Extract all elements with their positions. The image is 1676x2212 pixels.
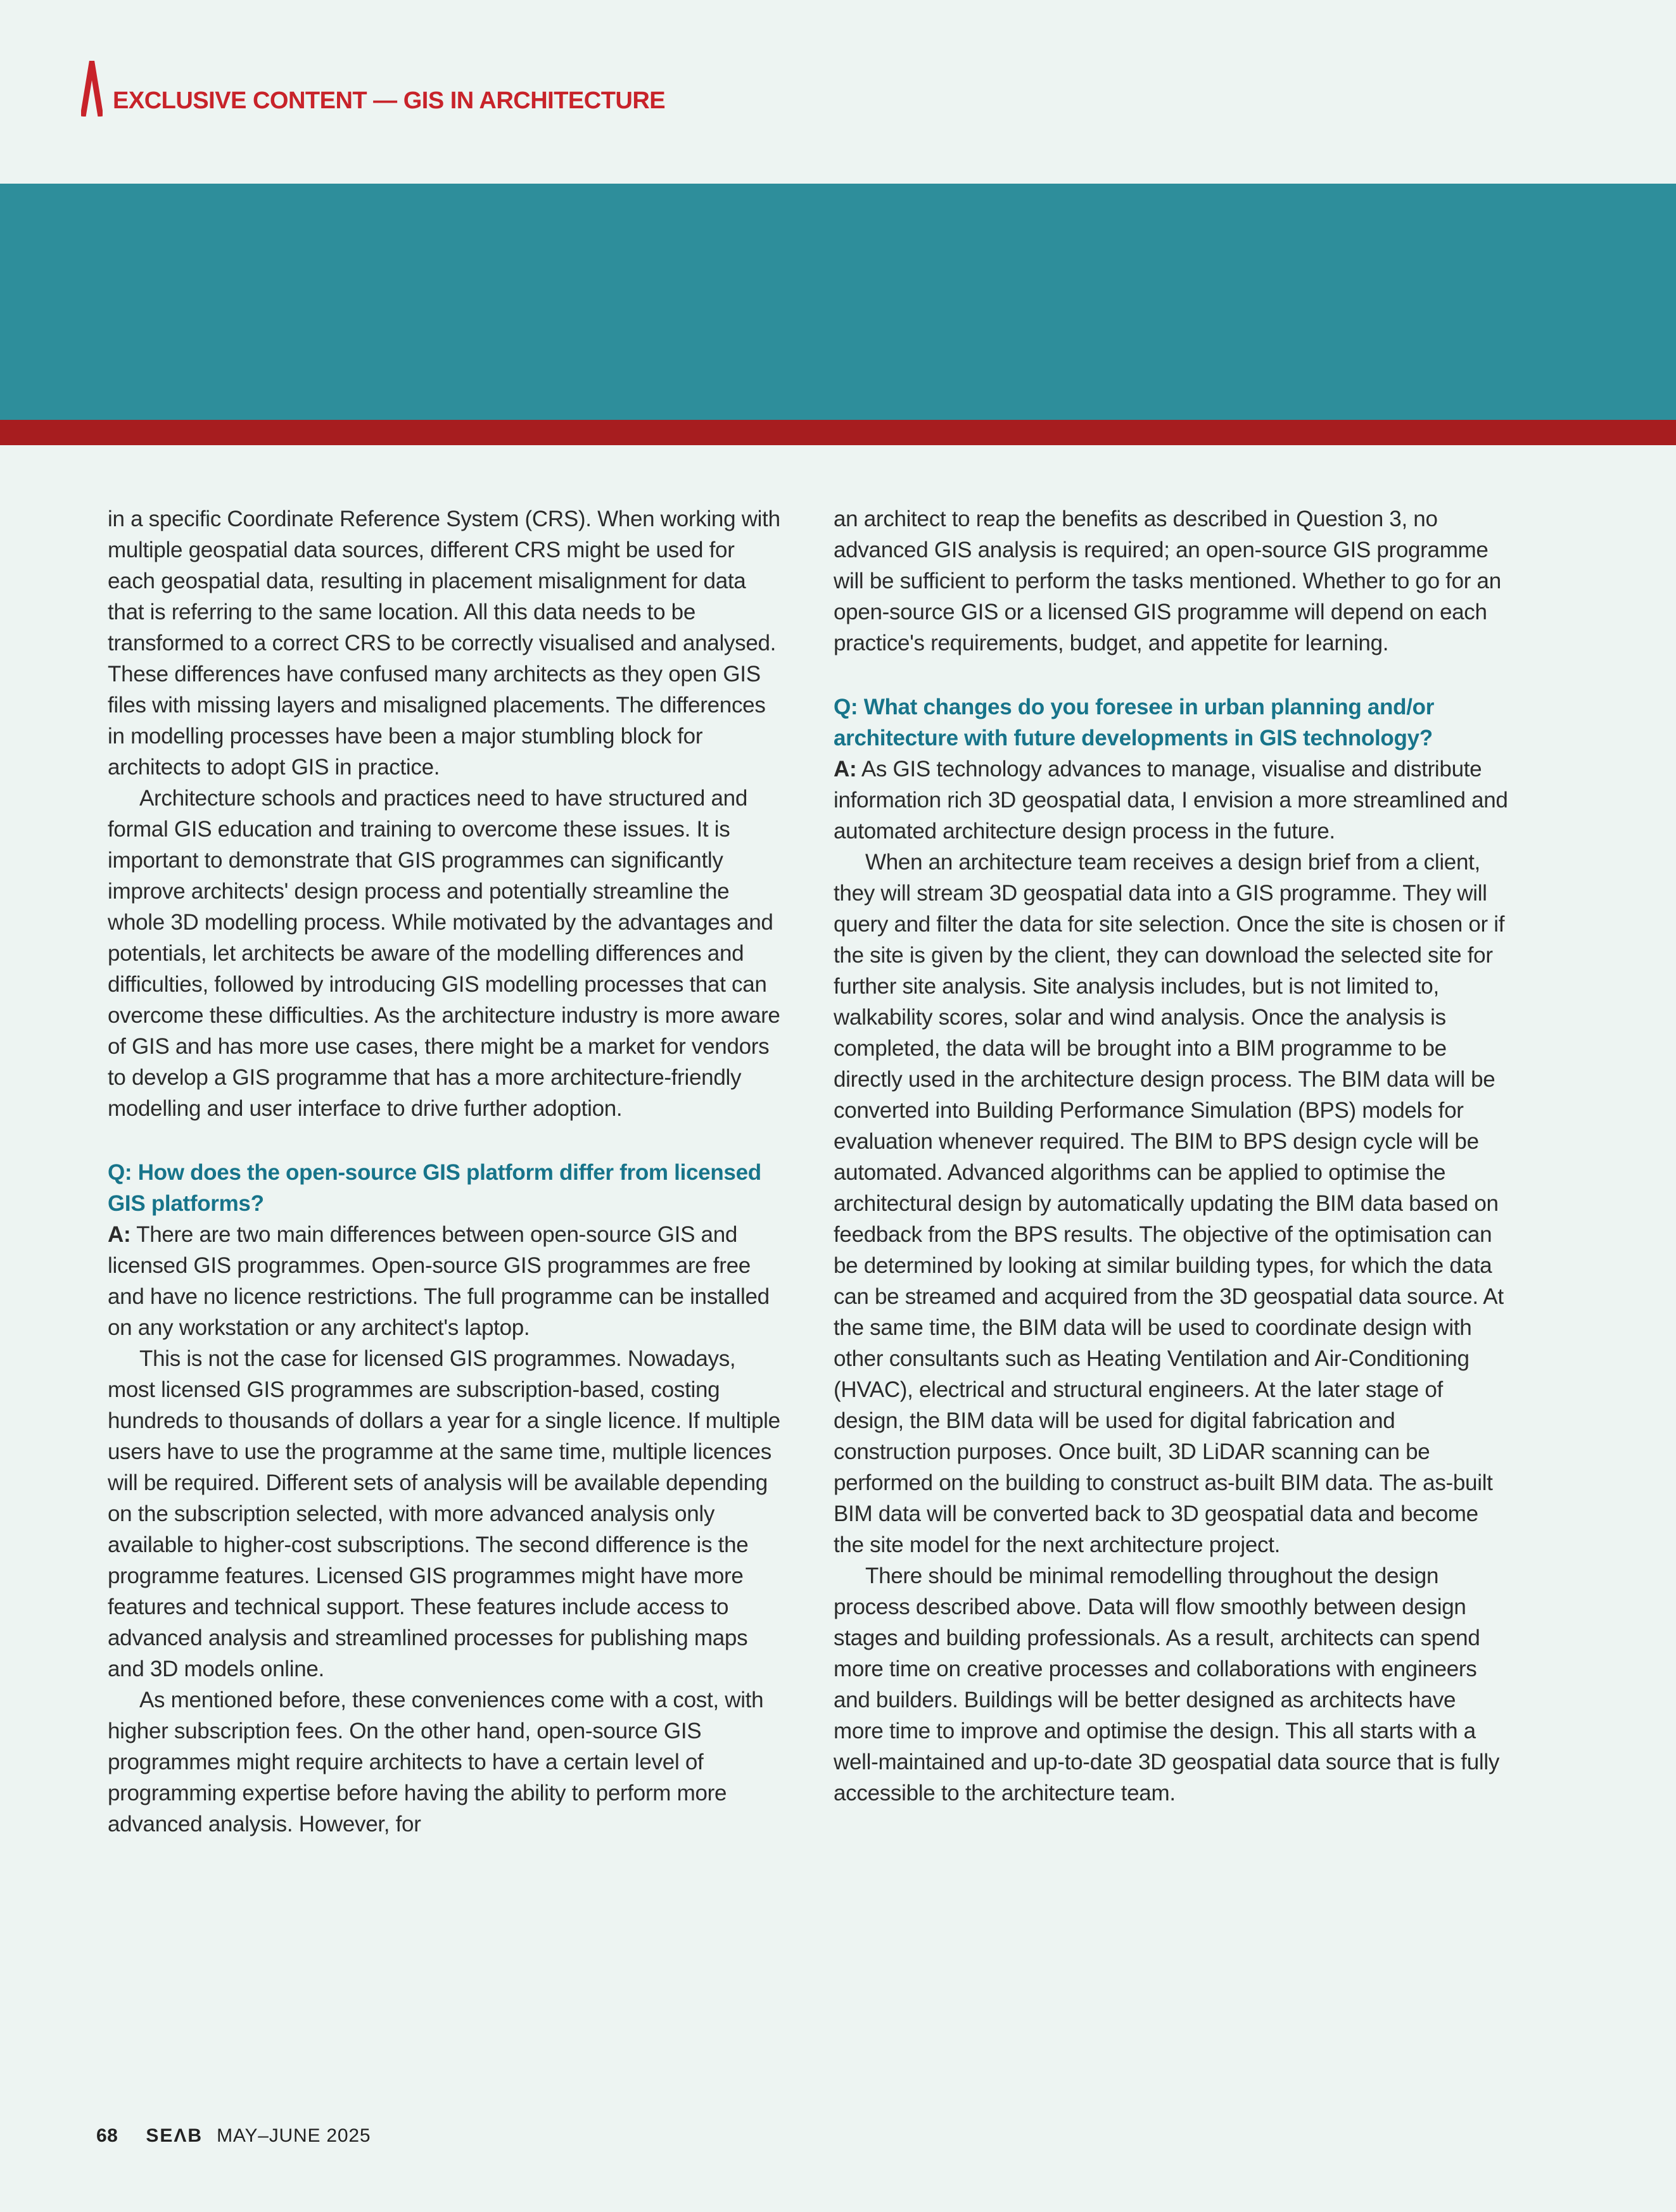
page-header [81, 61, 665, 117]
body-paragraph: This is not the case for licensed GIS programmes. Nowadays, most licensed GIS programmes are subscription-based, costing hundreds to thousands of dollars a year for a single licence. If multiple users have to use the programme at the same time, multiple licences will be required. Different sets of analysis will be available depending on the subscription selected, with more advanced analysis only available to higher-cost subscriptions. The second difference is the programme features. Licensed GIS programmes might have more features and technical support. These features include access to advanced analysis and streamlined processes for publishing maps and 3D models online. [108, 1346, 780, 1681]
magazine-logo: SEΛB [146, 2125, 203, 2146]
section-kicker: EXCLUSIVE CONTENT — GIS IN ARCHITECTURE [113, 87, 666, 114]
body-paragraph: As mentioned before, these conveniences come with a cost, with higher subscription fees. On the other hand, open-source GIS programmes might require architects to have a certain level of programming expertise before having the ability to perform more advanced analysis. However, for [108, 1688, 764, 1836]
answer-text: There are two main differences between open-source GIS and licensed GIS programmes. Open-source GIS programmes are free and have no licence restrictions. The full programme can be installed on any workstation or any architect's laptop. [108, 1222, 770, 1340]
answer-prefix: A: [108, 1222, 131, 1247]
question-heading: Q: How does the open-source GIS platform differ from licensed GIS platforms? [108, 1160, 761, 1216]
answer-paragraph [834, 754, 1509, 847]
answer-prefix: A: [834, 757, 857, 781]
right-column [834, 503, 1509, 1840]
hero-banner [0, 184, 1676, 420]
article-columns [108, 503, 1509, 1840]
left-column [108, 503, 783, 1840]
page-footer [96, 2125, 371, 2147]
answer-text: As GIS technology advances to manage, visualise and distribute information rich 3D geospatial data, I envision a more streamlined and automated architecture design process in the future. [834, 757, 1508, 844]
issue-date: MAY–JUNE 2025 [217, 2125, 371, 2146]
hero-accent-strip [0, 420, 1676, 445]
body-paragraph: in a specific Coordinate Reference System (CRS). When working with multiple geospatial data sources, different CRS might be used for each geospatial data, resulting in placement misalignment for data that is referring to the same location. All this data needs to be transformed to a correct CRS to be correctly visualised and analysed. These differences have confused many architects as they open GIS files with missing layers and misaligned placements. The differences in modelling processes have been a major stumbling block for architects to adopt GIS in practice. [108, 507, 780, 780]
question-heading: Q: What changes do you foresee in urban planning and/or architecture with future developments in GIS technology? [834, 695, 1435, 750]
answer-paragraph [108, 1219, 783, 1343]
page-number: 68 [96, 2125, 118, 2146]
body-paragraph: There should be minimal remodelling throughout the design process described above. Data will flow smoothly between design stages and building professionals. As a result, architects can spend more time on creative processes and collaborations with engineers and builders. Buildings will be better designed as architects have more time to improve and optimise the design. This all starts with a well-maintained and up-to-date 3D geospatial data source that is fully accessible to the architecture team. [834, 1564, 1500, 1805]
body-paragraph: an architect to reap the benefits as described in Question 3, no advanced GIS analysis is required; an open-source GIS programme will be sufficient to perform the tasks mentioned. Whether to go for an open-source GIS or a licensed GIS programme will depend on each practice's requirements, budget, and appetite for learning. [834, 507, 1501, 655]
body-paragraph: When an architecture team receives a design brief from a client, they will stream 3D geospatial data into a GIS programme. They will query and filter the data for site selection. Once the site is chosen or if the site is given by the client, they can download the selected site for further site analysis. Site analysis includes, but is not limited to, walkability scores, solar and wind analysis. Once the analysis is completed, the data will be brought into a BIM programme to be directly used in the architecture design process. The BIM data will be converted into Building Performance Simulation (BPS) models for evaluation whenever required. The BIM to BPS design cycle will be automated. Advanced algorithms can be applied to optimise the architectural design by automatically updating the BIM data based on feedback from the BPS results. The objective of the optimisation can be determined by looking at similar building types, for which the data can be streamed and acquired from the 3D geospatial data source. At the same time, the BIM data will be used to coordinate design with other consultants such as Heating Ventilation and Air-Conditioning (HVAC), electrical and structural engineers. At the later stage of design, the BIM data will be used for digital fabrication and construction purposes. Once built, 3D LiDAR scanning can be performed on the building to construct as-built BIM data. The as-built BIM data will be converted back to 3D geospatial data and become the site model for the next architecture project. [834, 850, 1505, 1557]
body-paragraph: Architecture schools and practices need to have structured and formal GIS education and training to overcome these issues. It is important to demonstrate that GIS programmes can significantly improve architects' design process and potentially streamline the whole 3D modelling process. While motivated by the advantages and potentials, let architects be aware of the modelling differences and difficulties, followed by introducing GIS modelling processes that can overcome these difficulties. As the architecture industry is more aware of GIS and has more use cases, there might be a market for vendors to develop a GIS programme that has a more architecture-friendly modelling and user interface to drive further adoption. [108, 786, 780, 1121]
publication-caret-logo-icon [81, 61, 103, 117]
